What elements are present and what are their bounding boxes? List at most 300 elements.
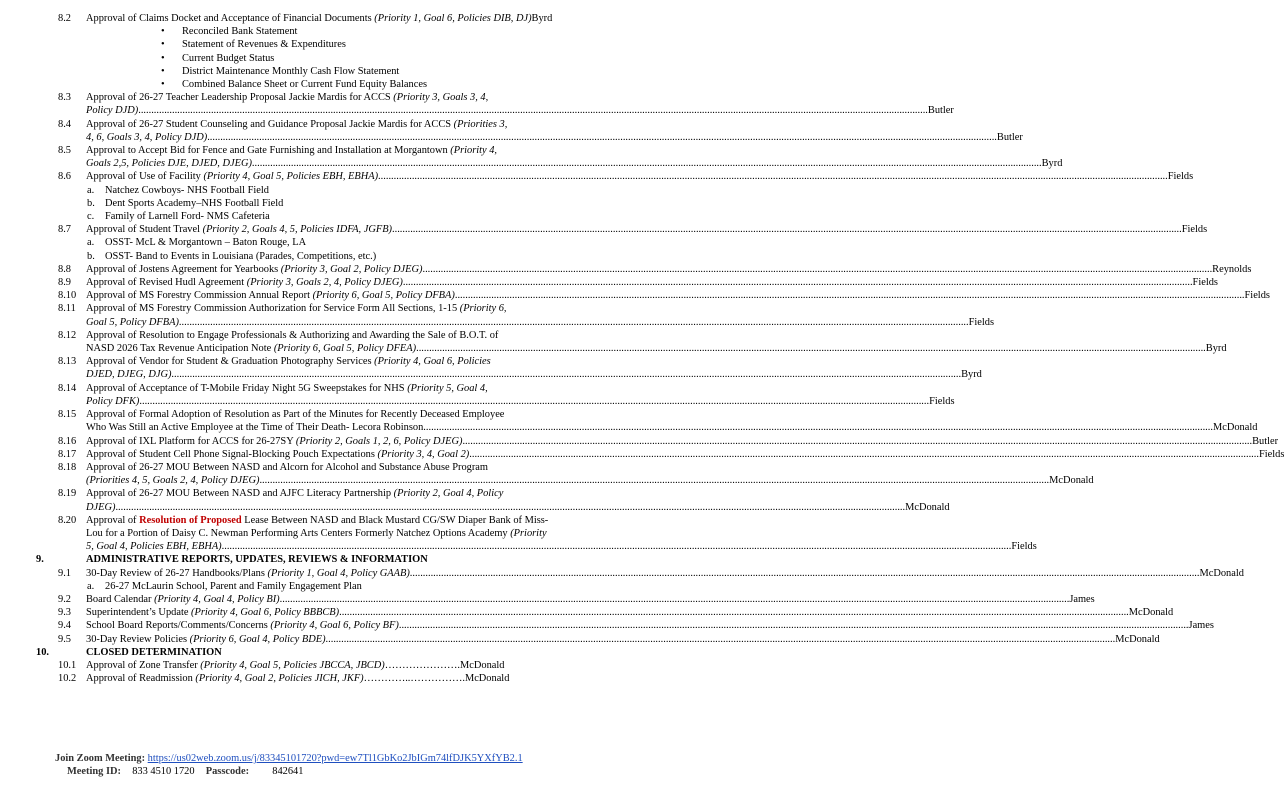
item-text-final: [86, 289, 455, 302]
dot-leader: [378, 170, 1168, 183]
item-body: [86, 263, 1252, 276]
item-text: Approval of Jostens Agreement for Yearbooks: [86, 263, 281, 275]
item-policy-ref: (Priority 2, Goals 4, 5, Policies IDFA, JGFB): [202, 224, 393, 236]
item-text-final: [86, 316, 179, 329]
proposed-highlight: Resolution of Proposed: [139, 514, 242, 526]
item-text: Superintendent’s Update: [86, 607, 192, 619]
item-body: [86, 144, 1063, 170]
agenda-item: [12, 619, 1214, 632]
item-text-final: [86, 540, 222, 553]
item-last-line: [86, 567, 1244, 580]
dot-leader: [252, 157, 1042, 170]
sub-item: [87, 250, 608, 263]
document-list-item: • Current Budget Status: [182, 52, 608, 65]
item-policy-ref: DJEG): [86, 501, 116, 513]
presenter-name: Fields: [1181, 224, 1208, 236]
presenter-name: James: [1188, 620, 1214, 632]
item-policy-ref: Policy DJD): [86, 105, 139, 117]
item-last-line: [86, 157, 1063, 170]
presenter-name: James: [1069, 593, 1095, 605]
agenda-item: [12, 448, 1284, 461]
dot-leader: [416, 342, 1206, 355]
item-text: Approval of: [86, 514, 140, 526]
item-last-line: [86, 421, 1258, 434]
presenter-name: McDonald: [1199, 567, 1244, 579]
item-number: 8.14: [58, 382, 77, 394]
item-text-final: [86, 435, 462, 448]
item-policy-ref: (Priority 5, Goal 4,: [407, 382, 488, 394]
item-number: 9.5: [58, 633, 71, 645]
item-number: 8.13: [58, 356, 77, 368]
presenter-name: Byrd: [1041, 158, 1063, 170]
presenter-name: McDonald: [460, 659, 505, 671]
item-policy-ref: (Priority: [510, 527, 547, 539]
section-title: CLOSED DETERMINATION: [86, 646, 222, 658]
presenter-name: Byrd: [1205, 343, 1227, 355]
presenter-name: McDonald: [1212, 422, 1258, 434]
presenter-name: Reynolds: [1212, 263, 1252, 275]
item-text-line: [86, 144, 608, 157]
section-heading: [12, 553, 608, 566]
item-last-line: [86, 672, 608, 685]
sub-item: [87, 210, 608, 223]
item-number: 8.16: [58, 435, 77, 447]
sub-item: [87, 197, 608, 210]
item-body: [86, 118, 1023, 144]
item-text: Approval of Use of Facility: [86, 171, 204, 183]
item-number: 9.3: [58, 607, 71, 619]
item-text: 30-Day Review of 26-27 Handbooks/Plans: [86, 567, 268, 579]
section-9: [12, 553, 1244, 645]
item-body: [86, 448, 1284, 461]
item-text-final: [86, 633, 326, 646]
agenda-item: [12, 633, 1160, 646]
item-policy-ref: (Priority 4, Goal 6, Policy BF): [270, 620, 399, 632]
sub-item-text: Family of Larnell Ford- NMS Cafeteria: [105, 211, 270, 223]
item-number: 9.2: [58, 593, 71, 605]
item-body: [86, 329, 1227, 355]
item-last-line: [86, 289, 1270, 302]
sub-item-list: [12, 184, 608, 224]
item-text: Approval of Vendor for Student & Graduation Photography Services: [86, 356, 375, 368]
item-text-line: [86, 487, 608, 500]
item-number: 8.5: [58, 145, 71, 157]
item-text-line: [86, 302, 608, 315]
item-policy-ref: (Priority 1, Goal 4, Policy GAAB): [267, 567, 410, 579]
item-last-line: [86, 368, 982, 381]
dot-leader: [462, 435, 1252, 448]
item-body: [86, 606, 1174, 619]
item-body: [86, 91, 954, 117]
item-text: Approval of Zone Transfer: [86, 659, 201, 671]
item-text: Approval of Acceptance of T-Mobile Friday Night 5G Sweepstakes for NHS: [86, 382, 408, 394]
item-policy-ref: (Priority 6, Goal 4, Policy BDE): [189, 633, 326, 645]
item-number: 8.20: [58, 514, 77, 526]
item-text-final: [86, 421, 423, 434]
sub-item-text: Natchez Cowboys- NHS Football Field: [105, 184, 269, 196]
item-number: 8.8: [58, 263, 71, 275]
presenter-name: Fields: [1244, 290, 1270, 302]
item-last-line: [86, 474, 1094, 487]
document-list: [86, 25, 608, 91]
item-number: 9.1: [58, 567, 71, 579]
item-body: [86, 382, 955, 408]
item-text: School Board Reports/Comments/Concerns: [86, 620, 271, 632]
item-policy-ref: (Priority 6, Goal 5, Policy DFEA): [273, 343, 417, 355]
dot-leader: [399, 619, 1189, 632]
item-text-final: [86, 276, 403, 289]
item-last-line: [86, 395, 955, 408]
sub-item-text: OSST- McL & Morgantown – Baton Rouge, LA: [105, 237, 307, 249]
item-last-line: [86, 593, 1095, 606]
zoom-row: [55, 752, 523, 765]
presenter-name: Fields: [968, 316, 995, 328]
item-number: 8.6: [58, 171, 71, 183]
item-text-line: [86, 355, 608, 368]
dot-leader: [422, 263, 1212, 276]
sub-item-label: c.: [87, 211, 95, 223]
dot-leader: [138, 104, 928, 117]
agenda-item: [12, 329, 1227, 355]
presenter-name: McDonald: [1115, 633, 1160, 645]
item-policy-ref: (Priority 3, Goals 3, 4,: [393, 92, 489, 104]
item-policy-ref: (Priority 1, Goal 6, Policies DIB, DJ): [374, 13, 532, 24]
item-last-line: [86, 12, 608, 25]
item-number: 8.10: [58, 290, 77, 302]
presenter-name: Fields: [929, 395, 955, 407]
presenter-name: Fields: [1192, 277, 1218, 289]
agenda-item: [12, 263, 1252, 276]
item-body: [86, 487, 950, 513]
dot-leader: [179, 316, 969, 329]
agenda-item: [12, 435, 1279, 448]
dot-leader: [326, 633, 1116, 646]
item-body: [86, 619, 1214, 632]
item-number: 8.3: [58, 92, 71, 104]
item-policy-ref: (Priority 3, Goals 2, 4, Policy DJEG): [246, 277, 403, 289]
item-text-final: [86, 660, 385, 671]
item-policy-ref: (Priority 6,: [459, 303, 507, 315]
item-number: 8.17: [58, 448, 77, 460]
item-text: Approval of Claims Docket and Acceptance of Financial Documents: [86, 13, 375, 24]
meeting-id-value: 833 4510 1720: [132, 766, 195, 777]
item-text-final: [86, 501, 115, 514]
item-text-final: [86, 170, 378, 183]
section-number: 10.: [36, 646, 49, 658]
meeting-id-row: [55, 765, 523, 778]
item-number: 10.1: [58, 659, 77, 671]
sub-item-list: [12, 580, 608, 593]
item-text-final: [86, 368, 171, 381]
item-last-line: [86, 223, 1208, 236]
agenda-item: [12, 672, 608, 685]
agenda-item: [12, 118, 1023, 144]
item-last-line: [86, 659, 608, 672]
item-text: Approval of 26-27 Teacher Leadership Proposal Jackie Mardis for ACCS: [86, 92, 394, 104]
agenda-item: [12, 302, 995, 328]
item-last-line: [86, 540, 1037, 553]
item-policy-ref: (Priority 4, Goal 6, Policies: [374, 356, 491, 368]
section-10: [12, 646, 608, 686]
item-body: [86, 289, 1270, 302]
item-policy-ref: 5, Goal 4, Policies EBH, EBHA): [86, 541, 222, 553]
dot-leader: [259, 474, 1049, 487]
item-number: 8.2: [58, 13, 71, 24]
document-list-item: • Combined Balance Sheet or Current Fund Equity Balances: [182, 78, 608, 91]
item-last-line: [86, 633, 1160, 646]
item-body: [86, 672, 608, 685]
item-number: 8.15: [58, 409, 77, 421]
item-policy-ref: (Priority 4, Goal 6, Policy BBBCB): [191, 607, 340, 619]
dot-leader: [207, 131, 997, 144]
item-text-final: [86, 673, 364, 684]
item-policy-ref: Goals 2,5, Policies DJE, DJED, DJEG): [86, 158, 252, 170]
presenter-name: Fields: [1011, 541, 1037, 553]
item-text: Approval of Revised Hudl Agreement: [86, 277, 247, 289]
item-text: Approval of MS Forestry Commission Annual Report: [86, 290, 313, 302]
item-policy-ref: (Priority 3, 4, Goal 2): [377, 448, 470, 460]
item-text-final: [86, 593, 280, 606]
item-text: NASD 2026 Tax Revenue Anticipation Note: [86, 343, 274, 355]
document-list-item: • District Maintenance Monthly Cash Flow Statement: [182, 65, 608, 78]
sub-item: [87, 580, 608, 593]
agenda-item: [12, 144, 1063, 170]
item-policy-ref: (Priority 4,: [450, 145, 498, 157]
item-text: Approval of MS Forestry Commission Authorization for Service Form All Sections, 1-15: [86, 303, 460, 315]
agenda-item: [12, 659, 608, 672]
dot-leader: [222, 540, 1012, 553]
item-body: [86, 302, 995, 328]
item-last-line: [86, 104, 954, 117]
zoom-label: Join Zoom Meeting:: [55, 753, 146, 764]
item-text-final: [86, 395, 139, 408]
item-policy-ref: (Priority 4, Goal 5, Policies JBCCA, JBCD): [200, 659, 385, 671]
agenda-item: [12, 593, 1095, 606]
sub-item-text: 26-27 McLaurin School, Parent and Family Engagement Plan: [105, 580, 362, 592]
item-text-final: [86, 448, 469, 461]
item-text-line: [86, 329, 608, 342]
item-last-line: [86, 435, 1279, 448]
item-policy-ref: (Priority 6, Goal 5, Policy DFBA): [312, 290, 455, 302]
dot-leader: [139, 395, 929, 408]
presenter-name: Butler: [927, 105, 954, 117]
item-last-line: [86, 342, 1227, 355]
item-body: [86, 223, 1208, 236]
presenter-name: Fields: [1167, 171, 1194, 183]
dot-leader: [171, 368, 961, 381]
presenter-name: Byrd: [531, 13, 553, 24]
item-text: Approval of Formal Adoption of Resolution as Part of the Minutes for Recently Deceased Employee: [86, 409, 505, 421]
item-number: 8.4: [58, 118, 71, 130]
dot-leader: …………..…………….: [363, 673, 465, 685]
passcode-label: Passcode:: [205, 766, 250, 777]
item-text-line: [86, 382, 608, 395]
agenda-item: [12, 382, 955, 408]
section-heading: [12, 646, 608, 659]
item-policy-ref: (Priority 4, Goal 2, Policies JICH, JKF): [195, 673, 364, 685]
item-text-final: [86, 157, 252, 170]
item-text: Approval of 26-27 Student Counseling and Guidance Proposal Jackie Mardis for ACCS: [86, 118, 454, 130]
item-text-final: [86, 619, 399, 632]
item-text: Approval of Readmission: [86, 673, 196, 685]
agenda-item: [12, 289, 1270, 302]
item-text-final: [86, 342, 416, 355]
item-body: [86, 514, 1037, 554]
item-policy-ref: (Priority 2, Goals 1, 2, 6, Policy DJEG): [295, 435, 463, 447]
item-text-final: [86, 13, 532, 24]
item-last-line: [86, 170, 1194, 183]
agenda-item: [12, 567, 1244, 580]
item-text-line: [86, 527, 608, 540]
document-list-item: • Reconciled Bank Statement: [182, 25, 608, 38]
sub-item: [87, 236, 608, 249]
dot-leader: [392, 223, 1182, 236]
item-policy-ref: (Priority 4, Goal 4, Policy BI): [154, 593, 280, 605]
presenter-name: Byrd: [961, 369, 982, 381]
item-number: 8.11: [58, 303, 76, 315]
dot-leader: [115, 501, 905, 514]
presenter-name: McDonald: [464, 673, 510, 685]
item-text: Board Calendar: [86, 593, 155, 605]
agenda-item: [12, 606, 1174, 619]
item-text-final: [86, 263, 422, 276]
presenter-name: McDonald: [905, 501, 950, 513]
sub-item-label: a.: [87, 237, 95, 249]
dot-leader: [455, 289, 1245, 302]
item-text: Approval of 26-27 MOU Between NASD and AJFC Literacy Partnership: [86, 488, 394, 500]
presenter-name: Butler: [1252, 435, 1279, 447]
dot-leader: [410, 567, 1200, 580]
item-text-line: [86, 514, 608, 527]
agenda-item: [12, 408, 1258, 434]
agenda-item-8-20: [12, 514, 1037, 554]
item-text-line: [86, 118, 608, 131]
item-body: [86, 633, 1160, 646]
item-body: [86, 659, 608, 672]
dot-leader: [469, 448, 1259, 461]
passcode-value: 842641: [272, 766, 304, 777]
item-text: Lease Between NASD and Black Mustard CG/SW Diaper Bank of Miss-: [241, 514, 549, 526]
agenda-item: [12, 91, 954, 117]
item-policy-ref: (Priority 3, Goal 2, Policy DJEG): [280, 263, 423, 275]
item-policy-ref: (Priority 4, Goal 5, Policies EBH, EBHA): [203, 171, 379, 183]
item-body: [86, 408, 1258, 434]
zoom-footer: [55, 752, 523, 778]
item-text: Who Was Still an Active Employee at the Time of Their Death- Lecora Robinson: [86, 422, 424, 434]
item-number: 10.2: [58, 673, 77, 685]
presenter-name: Butler: [996, 131, 1023, 143]
item-text-final: [86, 567, 410, 580]
item-body: [86, 355, 982, 381]
sub-item: [87, 184, 608, 197]
agenda-item: [12, 170, 1194, 183]
document-list-item: • Statement of Revenues & Expenditures: [182, 38, 608, 51]
meeting-id-label: Meeting ID:: [67, 766, 121, 777]
item-number: 8.18: [58, 461, 77, 473]
sub-item-text: Dent Sports Academy–NHS Football Field: [105, 197, 284, 209]
item-policy-ref: (Priorities 4, 5, Goals 2, 4, Policy DJEG): [86, 475, 260, 487]
zoom-link[interactable]: https://us02web.zoom.us/j/83345101720?pwd=ew7Tl1GbKo2JbIGm74lfDJK5YXfYB2.1: [147, 753, 523, 764]
item-text-line: [86, 91, 608, 104]
item-last-line: [86, 501, 950, 514]
agenda-item: [12, 276, 1218, 289]
item-policy-ref: DJED, DJEG, DJG): [86, 369, 172, 381]
item-text-final: [86, 131, 207, 144]
item-last-line: [86, 448, 1284, 461]
item-text: 30-Day Review Policies: [86, 633, 190, 645]
section-number: 9.: [36, 554, 44, 566]
presenter-name: Fields: [1258, 448, 1284, 460]
dot-leader: ………………….: [384, 659, 461, 671]
item-policy-ref: (Priorities 3,: [453, 118, 508, 130]
agenda-items: [12, 12, 1284, 514]
item-number: 8.7: [58, 224, 71, 236]
sub-item-label: b.: [87, 197, 95, 209]
agenda-item: [12, 12, 608, 91]
agenda-item: [12, 223, 1208, 236]
dot-leader: [423, 421, 1213, 434]
item-text: Approval of IXL Platform for ACCS for 26-27SY: [86, 435, 296, 447]
item-text: Approval of Student Cell Phone Signal-Blocking Pouch Expectations: [86, 448, 378, 460]
agenda-item: [12, 461, 1094, 487]
item-text-final: [86, 606, 339, 619]
dot-leader: [339, 606, 1129, 619]
item-body: [86, 567, 1244, 580]
dot-leader: [403, 276, 1193, 289]
item-text: Lou for a Portion of Daisy C. Newman Performing Arts Centers Formerly Natchez Options Academy: [86, 527, 511, 539]
dot-leader: [280, 593, 1070, 606]
item-text: Approval of 26-27 MOU Between NASD and Alcorn for Alcohol and Substance Abuse Program: [86, 461, 488, 473]
agenda-item: [12, 514, 1037, 554]
presenter-name: McDonald: [1128, 607, 1174, 619]
item-body: [86, 170, 1194, 183]
item-text-line: [86, 461, 608, 474]
item-text: Approval of Student Travel: [86, 224, 203, 236]
item-body: [86, 12, 608, 91]
item-number: 8.9: [58, 277, 71, 289]
item-number: 9.4: [58, 620, 71, 632]
item-body: [86, 276, 1218, 289]
item-last-line: [86, 276, 1218, 289]
item-policy-ref: 4, 6, Goals 3, 4, Policy DJD): [86, 131, 208, 143]
sub-item-list: [12, 236, 608, 262]
item-body: [86, 593, 1095, 606]
item-text-final: [86, 474, 259, 487]
section-title: ADMINISTRATIVE REPORTS, UPDATES, REVIEWS & INFORMATION: [86, 554, 428, 566]
item-text: Approval to Accept Bid for Fence and Gate Furnishing and Installation at Morgantown: [86, 145, 451, 157]
item-number: 8.12: [58, 329, 77, 341]
item-last-line: [86, 131, 1023, 144]
item-text-final: [86, 104, 138, 117]
item-body: [86, 435, 1279, 448]
item-text-line: [86, 408, 608, 421]
item-number: 8.19: [58, 488, 77, 500]
sub-item-label: b.: [87, 250, 95, 262]
item-last-line: [86, 316, 995, 329]
item-text-final: [86, 223, 392, 236]
agenda-item: [12, 355, 982, 381]
sub-item-text: OSST- Band to Events in Louisiana (Parades, Competitions, etc.): [105, 250, 377, 262]
item-last-line: [86, 619, 1214, 632]
item-policy-ref: Goal 5, Policy DFBA): [86, 316, 179, 328]
presenter-name: McDonald: [1049, 475, 1094, 487]
item-last-line: [86, 263, 1252, 276]
agenda-item: [12, 487, 950, 513]
item-text: Approval of Resolution to Engage Professionals & Authorizing and Awarding the Sale of B.O.T. of: [86, 329, 499, 341]
sub-item-label: a.: [87, 184, 95, 196]
item-policy-ref: Policy DFK): [86, 395, 140, 407]
item-last-line: [86, 606, 1174, 619]
